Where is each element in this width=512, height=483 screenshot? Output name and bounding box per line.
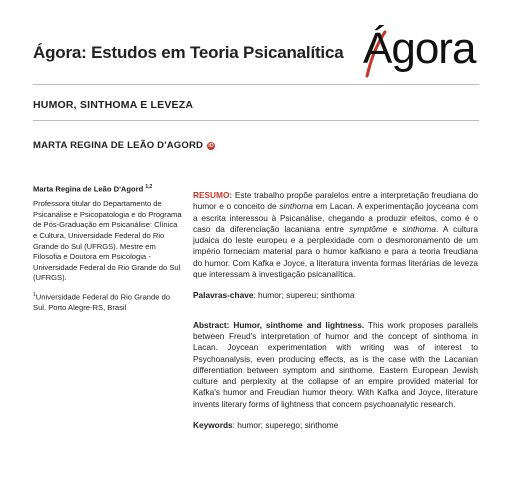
keywords-en: Keywords: humor; superego; sinthome [193, 420, 339, 431]
journal-title: Ágora: Estudos em Teoria Psicanalítica [33, 43, 344, 62]
title-divider [33, 120, 479, 121]
author-sidebar [33, 182, 183, 320]
journal-logo [363, 24, 483, 78]
author-affiliation: $^1$Universidade Federal do Rio Grande do Sul. Porto Alegre-RS, Brasil [33, 291, 171, 312]
author-line [33, 140, 215, 151]
orcid-icon[interactable]: iD [208, 142, 214, 149]
author-bio: Professora titular do Departamento de Psicanálise e Psicopatologia e do Programa de Pós-Graduação em Psicanálise: Clínica e Cultura, Universidade Federal do Rio Grande do Sul (UFRGS). Mestre em Filosofia e Doutora em Psicologia - Universidade Federal do Rio Grande do Sul (UFRGS). [33, 199, 182, 283]
resumo-paragraph: RESUMO: Este trabalho propõe paralelos entre a interpretação freudiana do humor e o conceito de sinthoma em Lacan. A experimentação joyceana com a escrita interessou à Psicanálise, chegando a produzir efeitos, como é o caso da diferenciação lacaniana entre symptôme e sinthoma. A cultura judaica do leste europeu e a perplexidade com o desmoronamento de um império forneciam material para o humor kafkiano e para a teoria freudiana do humor. Com Kafka e Joyce, a literatura inventa formas literárias de leveza que interessam à investigação psicanalítica. [193, 190, 479, 280]
sidebar-author: Marta Regina de Leão D'Agord $^{1,2}$ [33, 184, 153, 194]
logo-text: Ágora [363, 24, 476, 73]
abstract-en-paragraph: Abstract: Humor, sinthome and lightness. This work proposes parallels between Freud's interpretation of humor and the concept of sinthoma in Lacan. Joycean experimentation with writing was of interest to Psychoanalysis, even producing effects, as is the case with the Lacanian differentiation between symptom and sinthome. Eastern European Jewish culture and perplexity at the collapse of an empire provided material for Kafka's humor and Freudian humor theory. With Kafka and Joyce, literature invents literary forms of lightness that concern psychoanalytic research. [193, 319, 478, 409]
author-name: MARTA REGINA DE LEÃO D'AGORD [33, 140, 204, 151]
header-divider [33, 84, 479, 85]
palavras-chave: Palavras-chave: humor; supereu; sinthoma [193, 290, 355, 301]
abstract-en-label: Abstract: Humor, sinthome and lightness. [193, 319, 365, 330]
abstract-column [193, 190, 478, 431]
resumo-label: RESUMO: [193, 190, 233, 200]
article-title: HUMOR, SINTHOMA E LEVEZA [33, 99, 194, 111]
